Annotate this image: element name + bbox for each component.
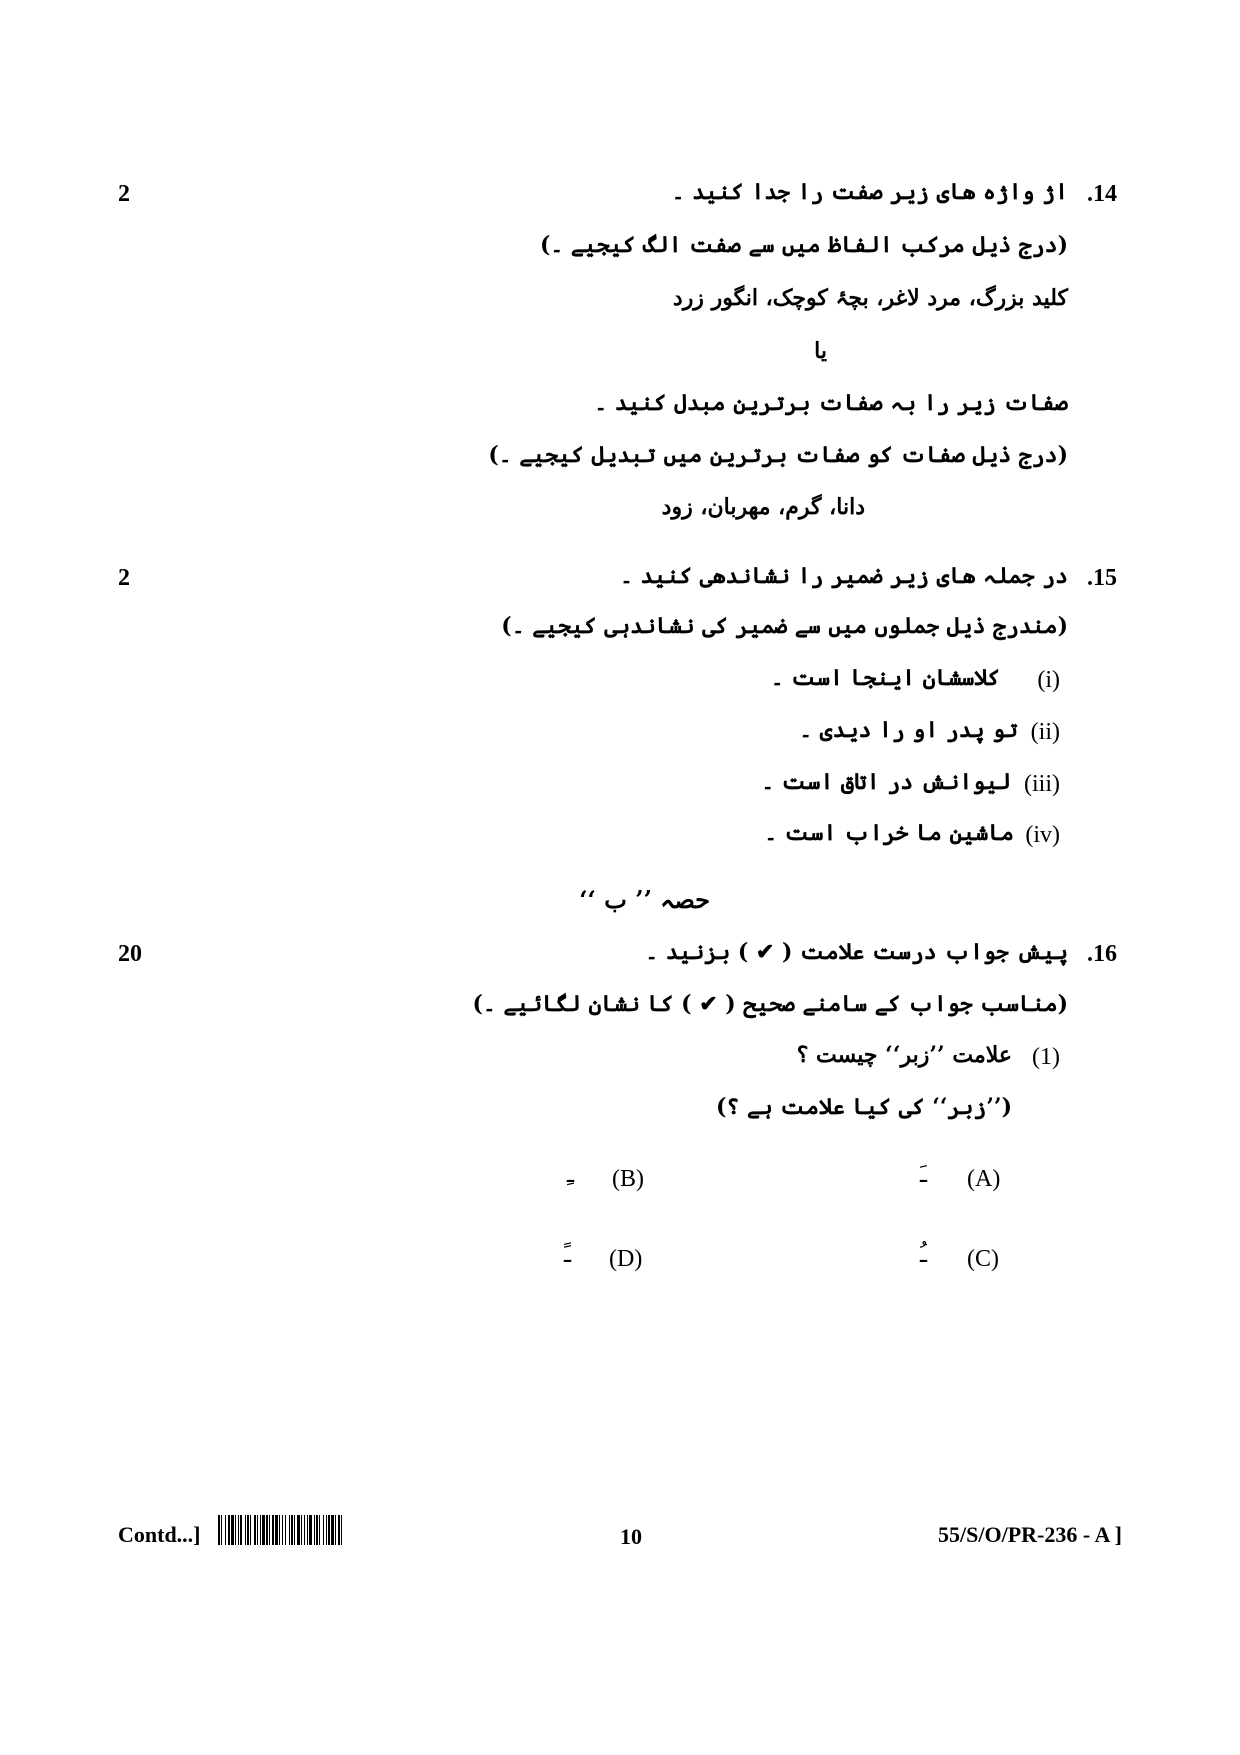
option-c-glyph: ـُ (920, 1240, 928, 1268)
q14-alt-words: دانا، گرم، مھربان، زود (661, 494, 865, 520)
option-d-label[interactable]: (D) (609, 1246, 643, 1272)
q15-item-text: تو پدر او را دیدی ۔ (799, 717, 1018, 743)
q14-words: کلید بزرگ، مرد لاغر، بچۂ کوچک، انگور زرد (672, 285, 1068, 311)
q14-marks: 2 (118, 181, 130, 207)
q16-instruction-persian: پیش جواب درست علامت ( ✔ ) بزنید ۔ (645, 939, 1068, 965)
barcode-bar (342, 1515, 344, 1545)
q14-alt-instruction-urdu: (درج ذیل صفات کو صفات برترین میں تبدیل کیجیے ۔) (488, 442, 1068, 468)
q15-item-text: ماشین ما خراب است ۔ (764, 820, 1014, 846)
q14-instruction-urdu: (درج ذیل مرکب الفاظ میں سے صفت الگ کیجیے ۔) (539, 232, 1068, 258)
q15-instruction-urdu: (مندرج ذیل جملوں میں سے ضمیر کی نشاندہی کیجیے ۔) (501, 613, 1068, 639)
q15-item-text: کلاسشان اینجا است ۔ (770, 665, 1000, 691)
q16-number: .16 (1087, 941, 1117, 967)
q16-sub-label: (1) (1032, 1044, 1060, 1070)
q15-item-text: لیوانش در اتاق است ۔ (761, 769, 1011, 795)
q15-item-label: (iv) (1025, 822, 1060, 848)
section-heading: حصہ ’’ ب ‘‘ (579, 885, 710, 914)
q14-instruction-persian: اژ واژه های زیر صفت را جدا کنید ۔ (671, 179, 1068, 205)
q16-sub-question-urdu: (’’زبر‘‘ کی کیا علامت ہے ؟) (715, 1094, 1012, 1120)
q15-item-label: (iii) (1024, 771, 1060, 797)
q16-sub-question-persian: علامت ’’زبر‘‘ چیست ؟ (796, 1042, 1012, 1068)
q15-marks: 2 (118, 565, 130, 591)
option-c-label[interactable]: (C) (967, 1246, 999, 1272)
footer-contd: Contd...] (118, 1522, 201, 1547)
q15-number: .15 (1087, 565, 1117, 591)
q16-instruction-urdu: (مناسب جواب کے سامنے صحیح ( ✔ ) کا نشان لگائیے ۔) (472, 991, 1068, 1017)
q16-marks: 20 (118, 941, 142, 967)
q14-alt-instruction-persian: صفات زیر را بہ صفات برترین مبدل کنید ۔ (594, 390, 1068, 416)
paper-code: 55/S/O/PR-236 - A ] (938, 1522, 1122, 1547)
q15-item-label: (ii) (1030, 719, 1060, 745)
page-number: 10 (620, 1524, 642, 1549)
option-b-glyph: ـِ (567, 1160, 575, 1188)
option-d-glyph: ـً (564, 1240, 572, 1268)
q15-item-label: (i) (1037, 667, 1060, 693)
option-a-glyph: ـَ (920, 1160, 928, 1188)
q15-instruction-persian: در جملہ های زیر ضمیر را نشاندھی کنید ۔ (620, 563, 1068, 589)
q14-number: .14 (1087, 181, 1117, 207)
barcode (218, 1515, 558, 1545)
q14-or: یا (814, 338, 827, 364)
option-a-label[interactable]: (A) (967, 1166, 1001, 1192)
option-b-label[interactable]: (B) (612, 1166, 644, 1192)
